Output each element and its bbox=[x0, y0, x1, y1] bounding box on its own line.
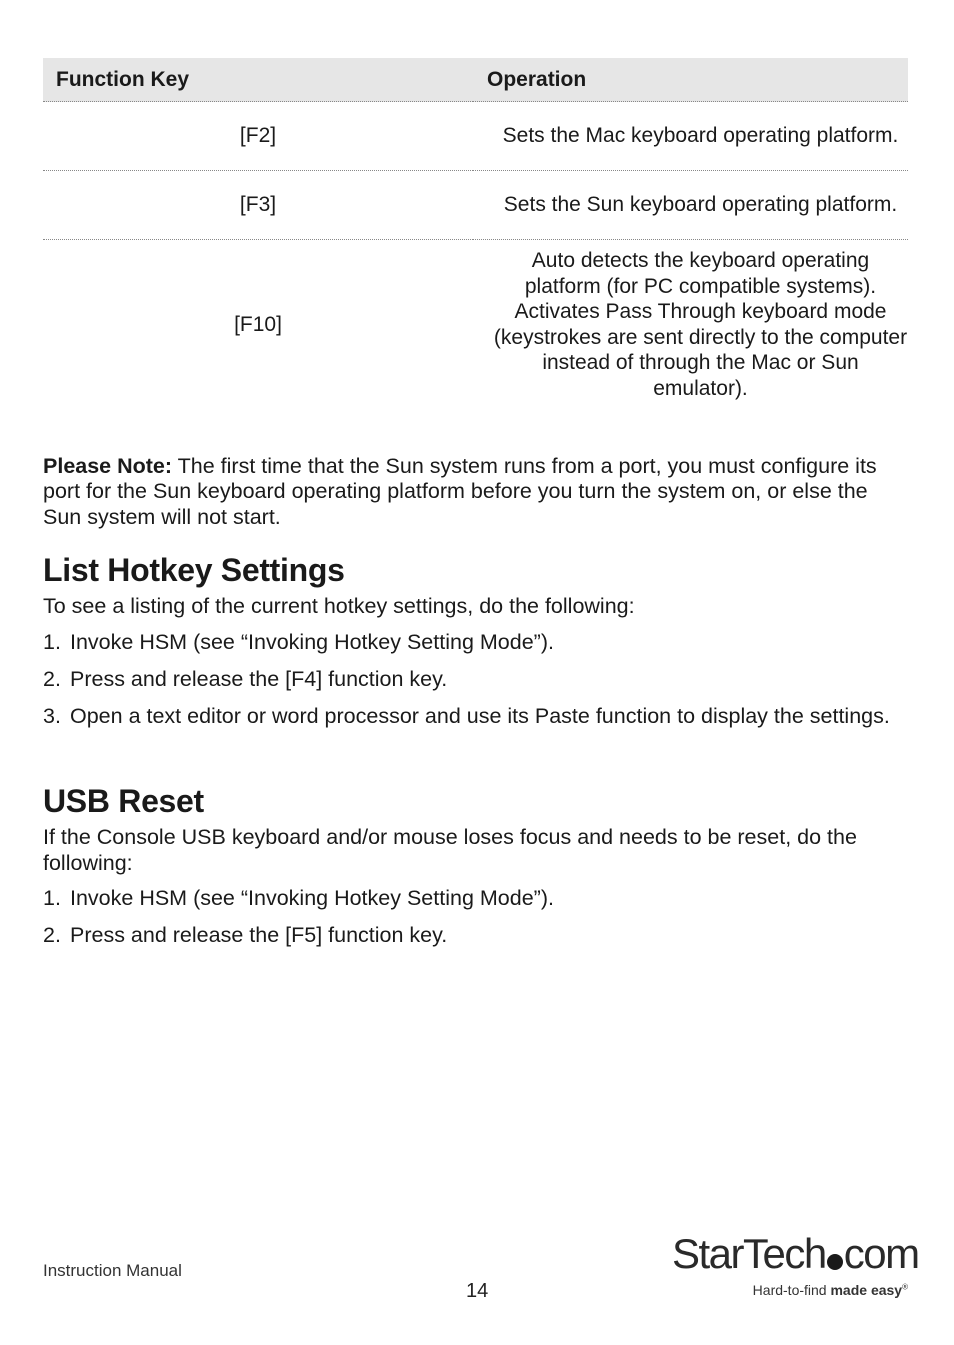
please-note-paragraph bbox=[43, 454, 908, 531]
table-header-row bbox=[43, 58, 908, 102]
logo-wordmark: StarTech com bbox=[672, 1230, 919, 1277]
page-content bbox=[43, 58, 908, 960]
column-header-operation: Operation bbox=[473, 58, 908, 102]
list-hotkey-steps bbox=[43, 630, 908, 730]
table-row bbox=[43, 102, 908, 171]
function-key-cell: [F3] bbox=[43, 171, 473, 240]
operation-cell: Sets the Mac keyboard operating platform. bbox=[473, 102, 908, 171]
column-header-function-key: Function Key bbox=[43, 58, 473, 102]
page-number: 14 bbox=[466, 1280, 489, 1302]
function-key-cell: [F10] bbox=[234, 313, 282, 336]
function-key-cell: [F2] bbox=[43, 102, 473, 171]
list-item: 1. Invoke HSM (see “Invoking Hotkey Setting Mode”). bbox=[43, 629, 554, 654]
list-item: 2. Press and release the [F5] function key. bbox=[43, 923, 448, 947]
logo-dot-icon bbox=[827, 1254, 843, 1270]
list-item: 3. Open a text editor or word processor and use its Paste function to display the settings. bbox=[43, 703, 890, 728]
function-key-table bbox=[43, 58, 908, 410]
list-item: 1. Invoke HSM (see “Invoking Hotkey Setting Mode”). bbox=[43, 886, 554, 910]
table-row bbox=[43, 240, 908, 410]
startech-logo bbox=[672, 1230, 919, 1304]
footer-label: Instruction Manual bbox=[43, 1261, 182, 1280]
note-label: Please Note: bbox=[43, 453, 173, 478]
operation-cell: Sets the Sun keyboard operating platform. bbox=[473, 171, 908, 240]
logo-tagline: Hard-to-find made easy® bbox=[752, 1282, 908, 1298]
note-text: The first time that the Sun system runs from a port, you must configure its port for the Sun keyboard operating platform before you turn the system on, or else the Sun system will not start. bbox=[43, 453, 877, 529]
usb-reset-intro: If the Console USB keyboard and/or mouse loses focus and needs to be reset, do the following: bbox=[43, 825, 857, 875]
usb-reset-steps bbox=[43, 886, 908, 949]
operation-cell: Auto detects the keyboard operating platform (for PC compatible systems). Activates Pass Through keyboard mode (keystrokes are sent directly to the computer instead of through the Mac or Sun emulator). bbox=[493, 249, 908, 400]
list-item: 2. Press and release the [F4] function key. bbox=[43, 666, 448, 691]
list-hotkey-heading: List Hotkey Settings bbox=[43, 552, 345, 588]
usb-reset-heading: USB Reset bbox=[43, 783, 204, 819]
list-hotkey-intro: To see a listing of the current hotkey settings, do the following: bbox=[43, 594, 635, 618]
table-row bbox=[43, 171, 908, 240]
